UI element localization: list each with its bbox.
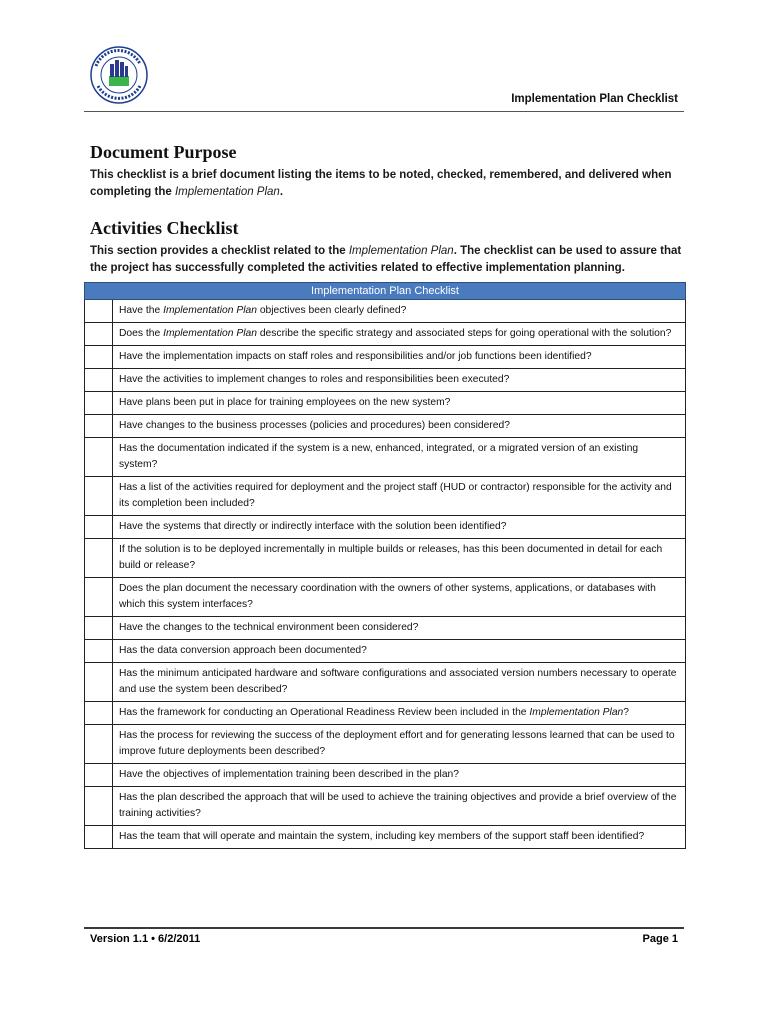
checklist-item-text: Have the activities to implement changes to roles and responsibilities been executed? [113,369,686,392]
checklist-item-text: Has the plan described the approach that will be used to achieve the training objectives and provide a brief overview of the training activities? [113,787,686,826]
checklist-checkbox-cell[interactable] [85,392,113,415]
checklist-item-text: Has the process for reviewing the success of the deployment effort and for generating lessons learned that can be used to improve future deployments been described? [113,725,686,764]
checklist-row [85,415,686,438]
activities-checklist-heading: Activities Checklist [90,218,239,238]
document-purpose-paragraph: This checklist is a brief document listing the items to be noted, checked, remembered, and delivered when completing the Implementation Plan. [90,169,672,198]
checklist-checkbox-cell[interactable] [85,300,113,323]
footer-version: Version 1.1 • 6/2/2011 [90,933,201,945]
checklist-item-text: Has the minimum anticipated hardware and software configurations and associated version numbers necessary to operate and use the system been described? [113,663,686,702]
checklist-checkbox-cell[interactable] [85,346,113,369]
checklist-checkbox-cell[interactable] [85,369,113,392]
checklist-checkbox-cell[interactable] [85,477,113,516]
checklist-row [85,787,686,826]
checklist-checkbox-cell[interactable] [85,702,113,725]
checklist-item-text: Has the documentation indicated if the system is a new, enhanced, integrated, or a migrated version of an existing system? [113,438,686,477]
footer-page-number: Page 1 [642,933,678,945]
checklist-row [85,516,686,539]
checklist-checkbox-cell[interactable] [85,826,113,849]
checklist-row [85,640,686,663]
checklist-checkbox-cell[interactable] [85,415,113,438]
header-document-title: Implementation Plan Checklist [511,93,678,105]
checklist-checkbox-cell[interactable] [85,663,113,702]
checklist-row [85,438,686,477]
checklist-row [85,578,686,617]
checklist-row [85,663,686,702]
checklist-row [85,617,686,640]
checklist-row [85,539,686,578]
checklist-item-text: Have the objectives of implementation training been described in the plan? [113,764,686,787]
checklist-checkbox-cell[interactable] [85,323,113,346]
implementation-plan-checklist-table [84,282,686,849]
checklist-checkbox-cell[interactable] [85,764,113,787]
checklist-item-text: Has the team that will operate and maintain the system, including key members of the support staff been identified? [113,826,686,849]
hud-seal-logo [90,46,148,104]
checklist-checkbox-cell[interactable] [85,617,113,640]
checklist-row [85,323,686,346]
checklist-row [85,702,686,725]
checklist-row [85,392,686,415]
activities-checklist-paragraph: This section provides a checklist related to the Implementation Plan. The checklist can be used to assure that the project has successfully completed the activities related to effective implementation planning. [90,245,682,274]
checklist-checkbox-cell[interactable] [85,725,113,764]
checklist-table-header: Implementation Plan Checklist [85,283,686,300]
checklist-item-text: If the solution is to be deployed incrementally in multiple builds or releases, has this been documented in detail for each build or release? [113,539,686,578]
checklist-item-text: Does the plan document the necessary coordination with the owners of other systems, applications, or databases with which this system interfaces? [113,578,686,617]
checklist-row [85,725,686,764]
checklist-row [85,764,686,787]
checklist-row [85,826,686,849]
checklist-item-text: Have plans been put in place for training employees on the new system? [113,392,686,415]
checklist-checkbox-cell[interactable] [85,787,113,826]
checklist-checkbox-cell[interactable] [85,516,113,539]
document-purpose-heading: Document Purpose [90,142,237,162]
checklist-checkbox-cell[interactable] [85,539,113,578]
checklist-row [85,346,686,369]
checklist-item-text: Has the framework for conducting an Operational Readiness Review been included in the Implementation Plan? [113,702,686,725]
checklist-checkbox-cell[interactable] [85,640,113,663]
checklist-item-text: Have the systems that directly or indirectly interface with the solution been identified? [113,516,686,539]
checklist-row [85,300,686,323]
checklist-item-text: Has the data conversion approach been documented? [113,640,686,663]
checklist-checkbox-cell[interactable] [85,438,113,477]
checklist-row [85,369,686,392]
header-divider [84,111,684,112]
checklist-row [85,477,686,516]
checklist-item-text: Does the Implementation Plan describe the specific strategy and associated steps for going operational with the solution? [113,323,686,346]
checklist-item-text: Have the Implementation Plan objectives been clearly defined? [113,300,686,323]
checklist-item-text: Have changes to the business processes (policies and procedures) been considered? [113,415,686,438]
footer-divider [84,927,684,929]
checklist-item-text: Have the implementation impacts on staff roles and responsibilities and/or job functions been identified? [113,346,686,369]
checklist-item-text: Has a list of the activities required for deployment and the project staff (HUD or contractor) responsible for the activity and its completion been included? [113,477,686,516]
checklist-item-text: Have the changes to the technical environment been considered? [113,617,686,640]
checklist-checkbox-cell[interactable] [85,578,113,617]
